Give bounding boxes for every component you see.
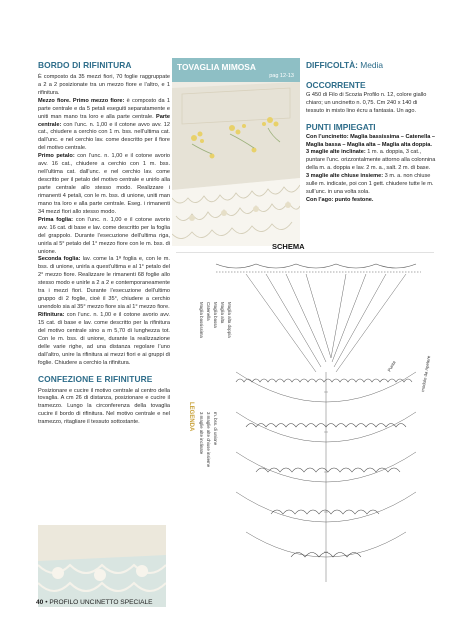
difficulty-line [306, 60, 436, 72]
right-column [306, 60, 436, 205]
section-title-confezione: CONFEZIONE E RIFINITURE [38, 373, 153, 384]
bordo-paragraph [38, 74, 170, 98]
punti-line-3 [306, 173, 436, 197]
prima-foglia-label: Prima foglia: [38, 216, 74, 223]
schema-edge [216, 264, 421, 272]
punti-line-4-text: Con l’ago: punto festone. [306, 197, 374, 204]
schema-label-punta: Punta [386, 360, 397, 373]
prima-foglia-text: con l’unc. n. 1,00 e il cotone avorio avv. 16 cat. di base e lav. come descritto per la foglia del grappolo. Durante l’esecuzione dell’ultima riga, unirla al 5° petalo del 1° mezzo fiore con le m. bss. di unione. [38, 216, 170, 255]
punti-line-1 [306, 134, 436, 150]
mezzo-fiore-label: Mezzo fiore. Primo mezzo fiore: [38, 97, 125, 104]
punti-line-4 [306, 197, 436, 205]
detail-photo [38, 525, 166, 607]
tablecloth-photo [172, 58, 300, 246]
seconda-foglia-text: lav. come la 1ª foglia e, con le m. bss. di unione, unirla a quest’ultima e al 1° petalo del 2° mezzo fiore. Realizzare le rimanenti 68 foglie allo stesso modo e unirle a 2 a 2 e contemporaneamente tra i mezzi fiori. Durante l’esecuzione dell’ultimo gruppo di 2 foglie, cioè il 35°, chiudere a cerchio unendolo sia al 35° mezzo fiore sia al 1° mezzo fiore. [38, 256, 170, 311]
page-number: 40 [36, 599, 44, 606]
parte-centrale-text: con l’unc. n. 1,00 e il cotone avvo avv. 12 cat., chiudere a cerchio con 1 m. bss. nell’ultima cat. dall’unc. e nel cerchio lav. come descritto per il fiore del motivo centrale. [38, 121, 170, 152]
primo-petalo-text: con l’unc. n. 1,00 e il cotone avorio avv. 16 cat., chiudere a cerchio con 1 m. bss. nell’ultima cat. dall’unc. e nel cerchio lav. come descritto per il petalo del motivo centrale e unirlo alla parte centrale allo stesso modo. Realizzare i rimanenti 4 petali, con le m. bss. di unione, uniti man mano tra loro e alla parte centrale. Eseg. i rimanenti 34 mezzi fiori allo stesso modo. [38, 153, 171, 215]
legend-item-5: Maglia alta doppia [227, 302, 232, 338]
primo-petalo-paragraph [38, 153, 170, 217]
legend [188, 302, 232, 468]
schema-stitches [236, 274, 416, 582]
confezione-text: Posizionare e cucire il motivo centrale al centro della tovaglia. A cm 26 di distanza, posizionare e cucire il tramezzo. Lungo la circonferenza della tovaglia cucire il bordo di rifinitura. Nel motivo centrale e nel tramezzo, ritagliare il tessuto sottostante. [38, 387, 170, 426]
confezione-paragraph [38, 388, 170, 428]
legend-item-6: 3 maglie alte inclinate [199, 412, 204, 455]
footer-separator: • [45, 599, 48, 606]
rifinitura-paragraph [38, 312, 170, 368]
mezzo-fiore-text: è composto da 1 parte centrale e da 5 petali eseguiti separatamente e uniti man mano tra loro e alla parte centrale. [38, 97, 171, 120]
page-footer [36, 599, 153, 606]
section-title-bordo: BORDO DI RIFINITURA [38, 60, 132, 70]
punti-line-3-text: 3 m. a. non chiuse sulle m. indicate, poi con 1 gett. chiudere tutte le m. sull’unc. in una volta sola. [306, 173, 434, 196]
punti-title: PUNTI IMPIEGATI [306, 121, 376, 132]
primo-petalo-label: Primo petalo: [38, 153, 75, 160]
punti-line-2 [306, 149, 436, 173]
schema-diagram [176, 252, 434, 607]
legend-item-2: Catenella [206, 302, 211, 321]
legend-item-4: Maglia alta [220, 302, 225, 324]
legend-item-8: m. bss. di unione [213, 412, 218, 446]
mezzo-fiore-paragraph [38, 98, 170, 154]
legend-item-1: Maglia bassissima [199, 302, 204, 338]
occorrente-title: OCCORRENTE [306, 79, 366, 90]
lace-detail-illustration [38, 525, 166, 607]
project-tag [172, 58, 300, 82]
left-column [38, 60, 170, 427]
rifinitura-label: Rifinitura: [38, 312, 65, 319]
punti-line-3-label: 3 maglie alte chiuse insieme: [306, 173, 384, 180]
punti-line-1-text: Con l’uncinetto: Maglia bassissima – Catenella – Maglia bassa – Maglia alta – Maglia alta doppia. [306, 133, 436, 148]
difficulty-value: Media [360, 60, 384, 70]
project-title: TOVAGLIA MIMOSA [177, 62, 256, 72]
schema-title: SCHEMA [272, 242, 305, 251]
bordo-text: È composto da 35 mezzi fiori, 70 foglie raggruppate a 2 a 2 posizionate tra un mezzo fiore e l’altro, e 1 rifinitura. [38, 73, 170, 96]
occorrente-text: G 450 di Filo di Scozia Profilo n. 12, colore giallo chiaro; un uncinetto n. 0,75. Cm 240 x 140 di tessuto in misto lino écru a fantasia. Un ago. [306, 91, 427, 114]
project-page-ref: pag 12-13 [269, 73, 294, 79]
punti-line-2-label: 3 maglie alte inclinate: [306, 149, 366, 156]
schema-label-repeat: modulo da ripetere [420, 355, 432, 393]
punti-line-2-text: 1 m. a. doppia, 3 cat., puntare l’unc. orizzontalmente attorno alla colonnina della m. a. doppia e lav. 2 m. a., salt. 2 m. di base. [306, 149, 436, 172]
parte-centrale-label: Parte centrale: [38, 113, 170, 128]
legend-item-7: 3 maglie alte chiuse insieme [206, 412, 211, 468]
seconda-foglia-paragraph [38, 256, 170, 312]
prima-foglia-paragraph [38, 217, 170, 257]
legend-item-3: Maglia bassa [213, 302, 218, 328]
magazine-name: PROFILO UNCINETTO SPECIALE [49, 599, 153, 606]
legend-title: LEGENDA [188, 402, 194, 432]
crochet-schema [176, 252, 434, 607]
rifinitura-text: con l’unc. n. 1,00 e il cotone avorio avv. 15 cat. di base e lav. come descritto per la rifinitura del motivo centrale sino a m 5,70 di lunghezza tot. Con le m. bss. di unione, durante la realizzazione delle varie righe, ad una distanza regolare l’uno dall’altro, unire la rifinitura ai mezzi fiori e ai gruppi di foglie. Chiudere a cerchio la rifinitura. [38, 312, 170, 366]
seconda-foglia-label: Seconda foglia: [38, 256, 81, 263]
difficulty-label: DIFFICOLTÀ: [306, 60, 358, 70]
tablecloth-illustration [172, 58, 300, 246]
